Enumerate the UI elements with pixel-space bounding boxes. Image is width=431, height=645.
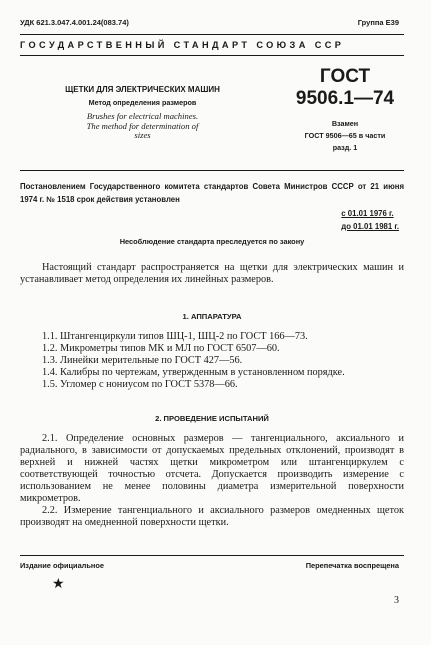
title-rule (20, 170, 404, 171)
page-number: 3 (394, 595, 399, 606)
intro-text: Настоящий стандарт распространяется на щетки для электрических машин и устанавливает метод определения их линейных размеров. (20, 262, 404, 285)
footer-rule (20, 555, 404, 556)
list-item: 1.2. Микрометры типов МК и МЛ по ГОСТ 6507—60. (42, 343, 280, 354)
replaces-section: разд. 1 (332, 143, 358, 152)
document-title: ЩЕТКИ ДЛЯ ЭЛЕКТРИЧЕСКИХ МАШИН (65, 85, 220, 94)
decree-text: Постановлением Государственного комитета стандартов Совета Министров СССР от 21 июня 1974 г. № 1518 срок действия установлен (20, 182, 404, 204)
english-title-line: Brushes for electrical machines. (86, 111, 199, 121)
violation-notice: Несоблюдение стандарта преследуется по закону (119, 237, 305, 246)
english-title-line: The method for determination of (86, 120, 199, 131)
banner-rule (20, 55, 404, 56)
english-title-line: sizes (134, 130, 151, 140)
list-item: 1.5. Угломер с нониусом по ГОСТ 5378—66. (42, 379, 238, 390)
list-item: 2.2. Измерение тангенциального и аксиального размеров омедненных щеток производят на омедненной поверхности щетки. (20, 505, 404, 528)
standard-banner: ГОСУДАРСТВЕННЫЙ СТАНДАРТ СОЮЗА ССР (20, 40, 345, 50)
reprint-prohibited-label: Перепечатка воспрещена (305, 561, 399, 570)
section1-heading: 1. АППАРАТУРА (182, 312, 242, 321)
document-subtitle: Метод определения размеров (88, 98, 197, 107)
list-item: 1.3. Линейки мерительные по ГОСТ 427—56. (42, 355, 243, 366)
group-code: Группа Е39 (357, 18, 399, 27)
valid-to: до 01.01 1981 г. (341, 221, 399, 231)
section2-heading: 2. ПРОВЕДЕНИЕ ИСПЫТАНИЙ (155, 414, 269, 423)
list-item: 1.1. Штангенциркули типов ШЦ-1, ШЦ-2 по ГОСТ 166—73. (42, 331, 308, 342)
replaces-label: Взамен (331, 119, 359, 128)
top-rule (20, 34, 404, 35)
list-item: 1.4. Калибры по чертежам, утвержденным в установленном порядке. (42, 367, 345, 378)
section2-list (20, 433, 404, 529)
gost-designation (290, 66, 400, 110)
replaces-ref: ГОСТ 9506—65 в части (304, 131, 386, 140)
gost-label: ГОСТ (319, 66, 371, 87)
replaces-block (270, 118, 420, 154)
valid-from: с 01.01 1976 г. (341, 209, 394, 218)
gost-number: 9506.1—74 (295, 88, 395, 109)
list-item: 2.1. Определение основных размеров — тангенциального, аксиального и радиального, в зависимости от допускаемых предельных отклонений, производят в верхней и нижней частях щетки микрометром или штангенциркулем с соответствующей точностью отсчета. Допускается производить измерение с использованием не менее половины диаметра измерительной поверхности микрометров. (20, 433, 404, 504)
intro-paragraph (20, 262, 404, 286)
official-edition-label: Издание официальное (20, 561, 105, 570)
english-title (20, 112, 265, 141)
star-icon: ★ (52, 577, 65, 592)
section1-list (20, 331, 404, 391)
udk-code: УДК 621.3.047.4.001.24(083.74) (20, 18, 129, 27)
validity-dates (341, 208, 399, 233)
